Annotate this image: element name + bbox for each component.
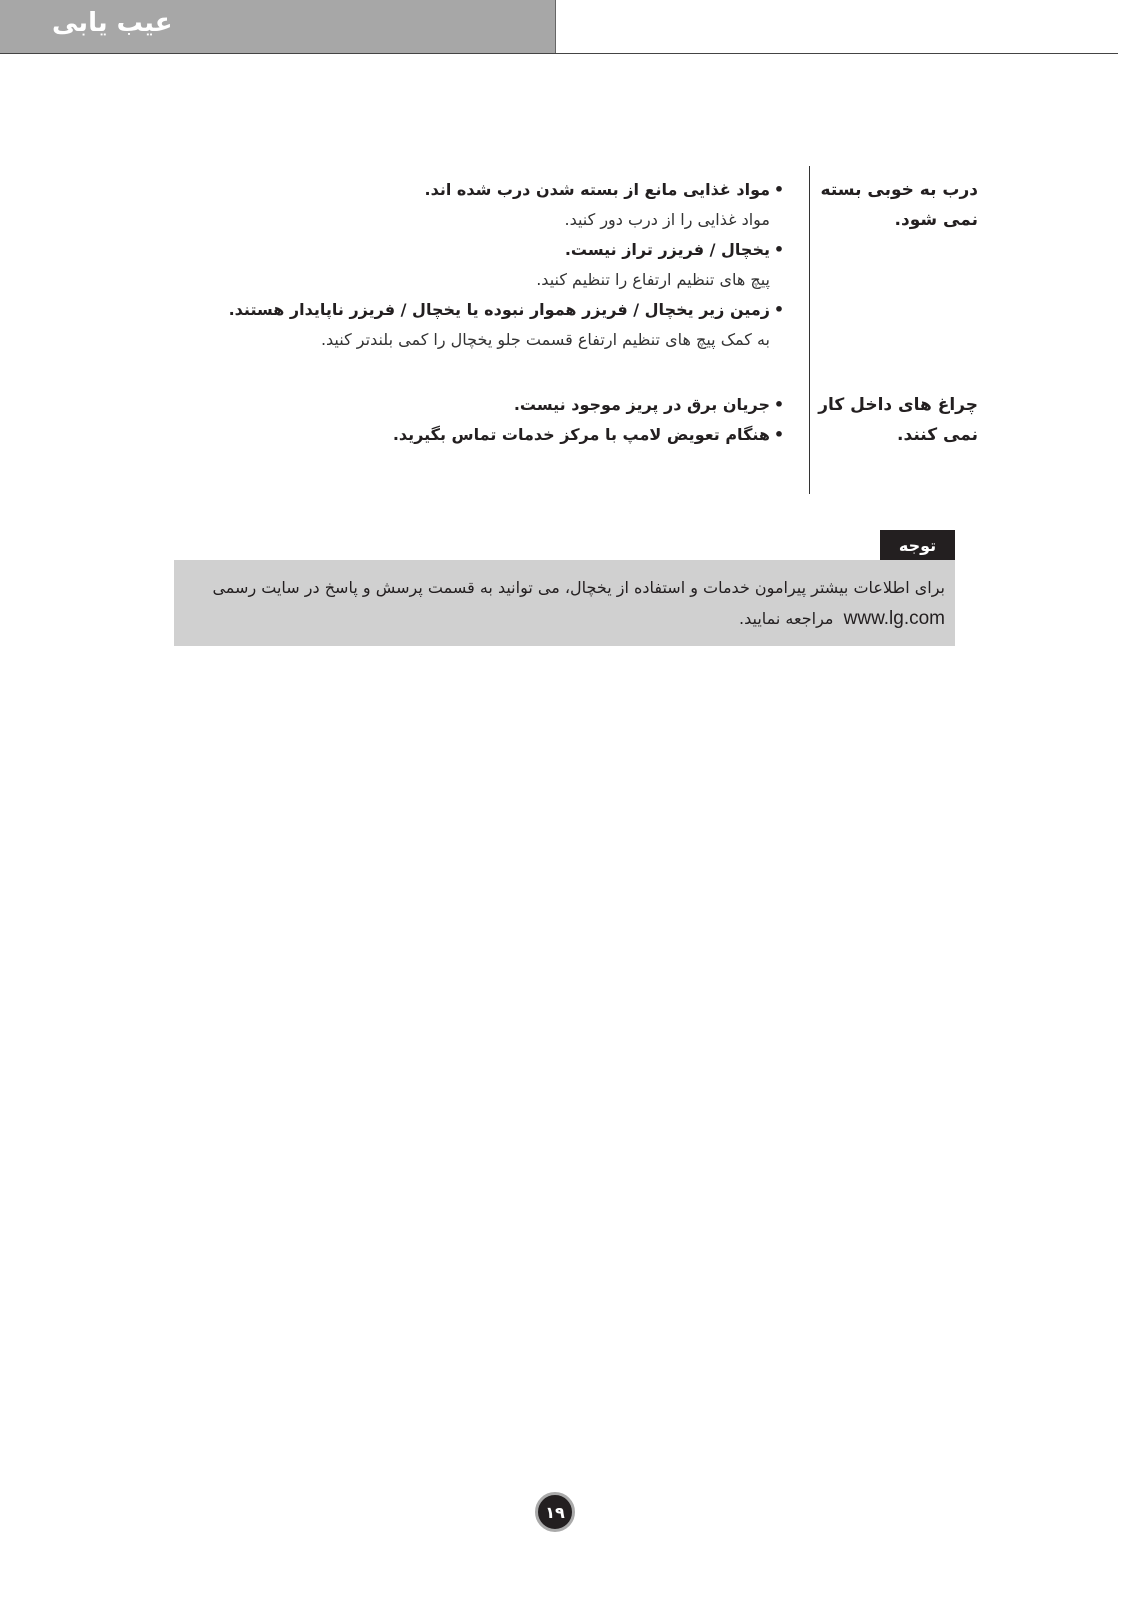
cause-remedy: به کمک پیچ های تنظیم ارتفاع قسمت جلو یخچال را کمی بلندتر کنید. xyxy=(320,330,770,349)
cause-remedy: پیچ های تنظیم ارتفاع را تنظیم کنید. xyxy=(536,270,770,289)
bullet-icon: • xyxy=(773,395,785,414)
cause-item xyxy=(228,235,788,295)
bullet-icon: • xyxy=(773,425,785,444)
cause-item xyxy=(228,295,788,355)
cause-list-door xyxy=(228,175,788,355)
website-link[interactable]: www.lg.com xyxy=(843,608,945,629)
bullet-icon: • xyxy=(773,300,785,319)
cause-list-lights xyxy=(228,390,788,450)
bullet-icon: • xyxy=(773,240,785,259)
note-tag: توجه xyxy=(880,530,955,560)
note-line: برای اطلاعات بیشتر پیرامون خدمات و استفاده از یخچال، می توانید به قسمت پرسش و پاسخ در سایت رسمی xyxy=(212,578,945,597)
cause-item xyxy=(228,390,788,420)
cause-item xyxy=(228,420,788,450)
page-title: عیب یابی xyxy=(52,8,173,38)
problem-line: چراغ های داخل کار xyxy=(818,395,978,415)
cause-title: یخچال / فریزر تراز نیست. xyxy=(564,240,770,259)
problem-line: نمی کنند. xyxy=(897,425,978,445)
header-divider xyxy=(0,53,1118,54)
bullet-icon: • xyxy=(773,180,785,199)
problem-label-lights xyxy=(818,390,978,450)
problem-line: درب به خوبی بسته xyxy=(820,180,978,200)
problem-line: نمی شود. xyxy=(894,210,978,230)
cause-title: مواد غذایی مانع از بسته شدن درب شده اند. xyxy=(424,180,770,199)
column-divider xyxy=(809,166,810,494)
cause-title: هنگام تعویض لامپ با مرکز خدمات تماس بگیرید. xyxy=(392,425,770,444)
cause-item xyxy=(228,175,788,235)
cause-remedy: مواد غذایی را از درب دور کنید. xyxy=(564,210,770,229)
note-box xyxy=(174,560,955,646)
header-bar xyxy=(0,0,556,53)
note-line xyxy=(185,603,945,634)
note-suffix: مراجعه نمایید. xyxy=(739,609,834,628)
note-text xyxy=(185,572,945,634)
page-number: ۱۹ xyxy=(535,1492,575,1532)
problem-label-door xyxy=(818,175,978,235)
cause-title: جریان برق در پریز موجود نیست. xyxy=(513,395,770,414)
cause-title: زمین زیر یخچال / فریزر هموار نبوده یا یخچال / فریزر ناپایدار هستند. xyxy=(228,300,770,319)
